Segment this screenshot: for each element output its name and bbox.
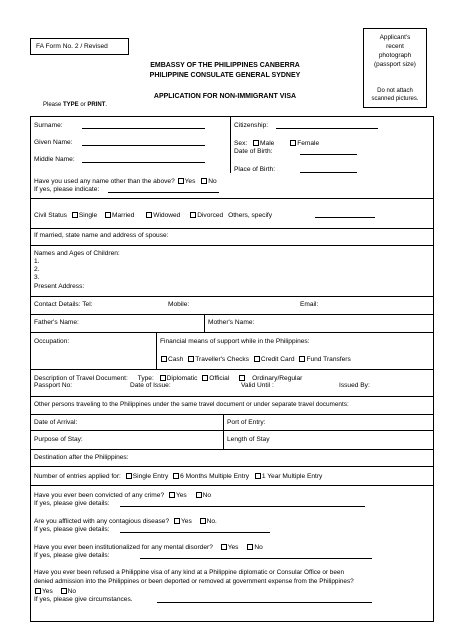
child-1: 1. (34, 258, 40, 265)
divider (30, 396, 434, 397)
civil-status-label: Civil Status (34, 212, 67, 219)
credit-card-checkbox[interactable] (254, 356, 260, 362)
ordinary-checkbox[interactable] (239, 375, 245, 381)
form-title: APPLICATION FOR NON-IMMIGRANT VISA (153, 93, 297, 100)
embassy-name: EMBASSY OF THE PHILIPPINES CANBERRA (150, 62, 300, 69)
consulate-name: PHILIPPINE CONSULATE GENERAL SYDNEY (149, 72, 301, 79)
contact-tel-label: Contact Details: Tel: (34, 301, 93, 308)
other-name-field[interactable] (108, 186, 219, 193)
female-checkbox[interactable] (290, 140, 296, 146)
date-arrival-label: Date of Arrival: (34, 419, 78, 426)
form-number: FA Form No. 2 / Revised (36, 43, 108, 50)
purpose-stay-label: Purpose of Stay: (34, 436, 83, 443)
contagious-details-label: If yes, please give details: (34, 526, 110, 533)
convicted-details-field[interactable] (120, 500, 365, 507)
child-2: 2. (34, 266, 40, 273)
divider (30, 430, 434, 431)
mobile-label: Mobile: (168, 301, 190, 308)
divider (30, 228, 434, 229)
photo-note: Do not attach scanned pictures. (371, 88, 419, 102)
citizenship-field[interactable] (276, 122, 378, 129)
v-divider (230, 116, 231, 173)
v-divider (204, 314, 205, 332)
citizenship-label: Citizenship: (234, 122, 269, 129)
contagious-no-checkbox[interactable] (200, 518, 206, 524)
given-name-field[interactable] (82, 139, 205, 146)
v-divider (156, 332, 157, 369)
institution-details-label: If yes, please give details: (34, 552, 110, 559)
surname-field[interactable] (82, 122, 205, 129)
dob-field[interactable] (300, 148, 357, 155)
cash-checkbox[interactable] (161, 356, 167, 362)
middle-name-field[interactable] (82, 156, 205, 163)
entries-row: Number of entries applied for: Single Entry 6 Months Multiple Entry 1 Year Multiple Entry (34, 473, 323, 480)
single-entry-checkbox[interactable] (126, 473, 132, 479)
valid-until-label: Valid Until : (241, 382, 274, 389)
civil-status-row: Civil Status Single Married Widowed Divorced Others, specify (34, 212, 273, 219)
convicted-yes-checkbox[interactable] (169, 492, 175, 498)
contagious-details-field[interactable] (120, 526, 270, 533)
divider (30, 414, 434, 415)
child-3: 3. (34, 274, 40, 281)
pob-label: Place of Birth: (234, 166, 276, 173)
other-name-yes-checkbox[interactable] (178, 178, 184, 184)
convicted-no-checkbox[interactable] (196, 492, 202, 498)
diplomatic-checkbox[interactable] (160, 375, 166, 381)
official-checkbox[interactable] (202, 375, 208, 381)
divider (30, 485, 434, 486)
refused-yes-checkbox[interactable] (35, 588, 41, 594)
contagious-yes-checkbox[interactable] (174, 518, 180, 524)
refused-question-2: denied admission into the Philippines or been deported or removed at government expense from the Philippines? (34, 578, 354, 585)
financial-label: Financial means of support while in the Philippines: (160, 338, 310, 345)
widowed-checkbox[interactable] (146, 212, 152, 218)
given-name-label: Given Name: (34, 139, 73, 146)
divider (30, 314, 434, 315)
refused-circumstances-field[interactable] (157, 596, 372, 603)
divider (30, 369, 434, 370)
date-issue-label: Date of Issue: (130, 382, 171, 389)
refused-no-checkbox[interactable] (61, 588, 67, 594)
other-name-no-checkbox[interactable] (201, 178, 207, 184)
travellers-checks-checkbox[interactable] (188, 356, 194, 362)
present-address-label: Present Address: (34, 283, 85, 290)
divider (30, 466, 434, 467)
sex-label: Sex: (234, 140, 248, 147)
refused-options: Yes No (34, 588, 76, 596)
institution-details-field[interactable] (140, 552, 372, 559)
issued-by-label: Issued By: (339, 382, 370, 389)
institution-yes-checkbox[interactable] (221, 544, 227, 550)
spouse-label: If married, state name and address of spouse: (34, 232, 169, 239)
divider (30, 245, 434, 246)
other-persons-label: Other persons traveling to the Philippines under the same travel document or under separate travel documents: (34, 401, 349, 408)
male-label: Male (260, 140, 275, 147)
sex-row (234, 140, 319, 148)
occupation-label: Occupation: (34, 338, 70, 345)
one-year-checkbox[interactable] (255, 473, 261, 479)
convicted-details-label: If yes, please give details: (34, 500, 110, 507)
single-checkbox[interactable] (72, 212, 78, 218)
six-month-checkbox[interactable] (173, 473, 179, 479)
mother-label: Mother's Name: (208, 319, 255, 326)
other-name-indicate-label: If yes, please indicate: (34, 186, 100, 193)
length-stay-label: Length of Stay (227, 436, 270, 443)
photo-label: Applicant's recent photograph (passport size) (374, 34, 416, 68)
destination-label: Destination after the Philippines: (34, 454, 129, 461)
female-label: Female (297, 140, 320, 147)
refused-question-1: Have you ever been refused a Philippine visa of any kind at a Philippine diplomatic or Consular Office or been (34, 569, 345, 576)
middle-name-label: Middle Name: (34, 156, 75, 163)
divorced-checkbox[interactable] (190, 212, 196, 218)
port-entry-label: Port of Entry: (227, 419, 266, 426)
passport-no-label: Passport No: (34, 382, 73, 389)
married-checkbox[interactable] (105, 212, 111, 218)
male-checkbox[interactable] (253, 140, 259, 146)
father-label: Father's Name: (34, 319, 79, 326)
pob-field[interactable] (300, 166, 357, 173)
civil-status-other-field[interactable] (315, 211, 375, 218)
refused-circumstances-label: If yes, please give circumstances. (34, 596, 133, 603)
email-label: Email: (300, 301, 319, 308)
fund-transfers-checkbox[interactable] (299, 356, 305, 362)
other-name-question: Have you used any name other than the above? Yes No (34, 178, 217, 185)
travel-doc-row: Description of Travel Document: Type: Diplomatic Official Ordinary/Regular (34, 375, 303, 382)
surname-label: Surname: (34, 122, 63, 129)
divider (30, 296, 434, 297)
convicted-question: Have you ever been convicted of any crime? Yes No (34, 492, 212, 499)
institution-no-checkbox[interactable] (247, 544, 253, 550)
divider (30, 449, 434, 450)
institution-question: Have you ever been institutionalized for any mental disorder? Yes No (34, 544, 263, 551)
v-divider (223, 414, 224, 449)
financial-options: Cash Traveller's Checks Credit Card Fund Transfers (160, 356, 351, 364)
print-instruction: Please TYPE or PRINT. (43, 102, 108, 108)
divider (30, 198, 434, 199)
contagious-question: Are you afflicted with any contagious disease? Yes No. (34, 518, 217, 525)
divider (30, 332, 434, 333)
children-label: Names and Ages of Children: (34, 250, 120, 257)
dob-label: Date of Birth: (234, 148, 273, 155)
